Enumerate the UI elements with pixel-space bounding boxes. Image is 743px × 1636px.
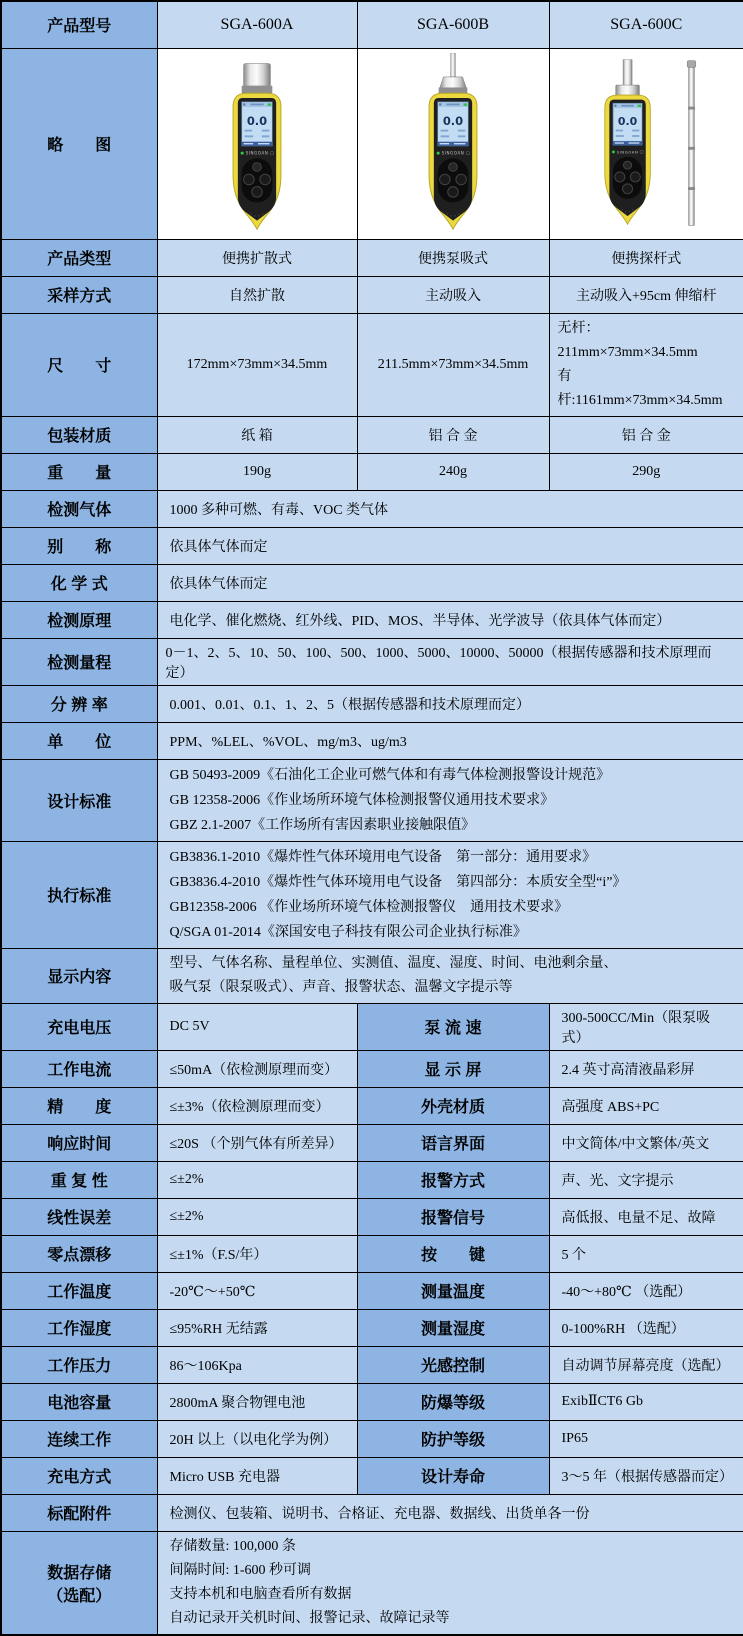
gas-row <box>1 490 743 527</box>
design-standard-line: GBZ 2.1-2007《工作场所有害因素职业接触限值》 <box>169 817 476 833</box>
spec-right-label: 报警方式 <box>357 1161 549 1198</box>
device-screen-value: 0.0 <box>442 113 464 128</box>
exec-standard-line: GB12358-2006 《作业场所环境气体检测报警仪 通用技术要求》 <box>169 899 569 915</box>
spec-left-value: 86～106Kpa <box>157 1346 357 1383</box>
spec-left-label: 充电电压 <box>1 1003 157 1050</box>
row-label-sampling: 采样方式 <box>1 276 157 313</box>
data-storage-row <box>1 1531 743 1635</box>
spec-right-label: 语言界面 <box>357 1124 549 1161</box>
weight-a: 190g <box>157 453 357 490</box>
display-content-line: 吸气泵（限泵吸式）、声音、报警状态、温馨文字提示等 <box>169 979 513 995</box>
row-label-product-model: 产品型号 <box>1 1 157 48</box>
spec-left-value: Micro USB 充电器 <box>157 1457 357 1494</box>
spec-row <box>1 1003 743 1050</box>
exec-standard-line: Q/SGA 01-2014《深国安电子科技有限公司企业执行标准》 <box>169 924 527 940</box>
weight-b: 240g <box>357 453 549 490</box>
product-photo-a <box>157 48 357 239</box>
data-storage-line: 存储数量: 100,000 条 <box>169 1538 296 1554</box>
exec-standard-row <box>1 841 743 948</box>
left-button <box>244 174 255 185</box>
spec-right-value: 高强度 ABS+PC <box>549 1087 743 1124</box>
spec-right-label: 测量温度 <box>357 1272 549 1309</box>
sampling-row <box>1 276 743 313</box>
row-label-alias: 别 称 <box>1 527 157 564</box>
battery-icon <box>464 103 468 105</box>
spec-right-value: ExibⅡCT6 Gb <box>549 1383 743 1420</box>
menu-button <box>253 162 262 171</box>
model-name-b: SGA-600B <box>357 1 549 48</box>
spec-right-value: 中文简体/中文繁体/英文 <box>549 1124 743 1161</box>
exec-standard-line: GB3836.4-2010《爆炸性气体环境用电气设备 第四部分：本质安全型“i”》 <box>169 874 627 890</box>
spec-left-label: 充电方式 <box>1 1457 157 1494</box>
dimensions-c <box>549 313 743 416</box>
inlet-tube <box>623 59 632 86</box>
spec-row <box>1 1124 743 1161</box>
spec-row <box>1 1161 743 1198</box>
spec-left-value: 2800mA 聚合物锂电池 <box>157 1383 357 1420</box>
spec-left-value: ≤20S （个别气体有所差异） <box>157 1124 357 1161</box>
right-button <box>260 174 271 185</box>
spec-left-value: ≤±2% <box>157 1161 357 1198</box>
right-button <box>456 174 467 185</box>
spec-right-value: 自动调节屏幕亮度（选配） <box>549 1346 743 1383</box>
gases-value: 1000 多种可燃、有毒、VOC 类气体 <box>157 490 743 527</box>
spec-right-value: 高低报、电量不足、故障 <box>549 1198 743 1235</box>
menu-button <box>449 162 458 171</box>
pump-probe <box>451 53 456 77</box>
spec-right-value: 2.4 英寸高清液晶彩屏 <box>549 1050 743 1087</box>
display-content-row <box>1 948 743 1003</box>
spec-row <box>1 1272 743 1309</box>
status-led <box>241 151 244 154</box>
row-label-weight: 重 量 <box>1 453 157 490</box>
principle-row <box>1 601 743 638</box>
spec-left-value: ≤50mA（依检测原理而变） <box>157 1050 357 1087</box>
display-content-line: 型号、气体名称、量程单位、实测值、温度、湿度、时间、电池剩余量、 <box>169 955 618 971</box>
spec-left-label: 精 度 <box>1 1087 157 1124</box>
design-standard-row <box>1 759 743 841</box>
row-label-formula: 化 学 式 <box>1 564 157 601</box>
spec-right-label: 显 示 屏 <box>357 1050 549 1087</box>
row-label-data-storage <box>1 1531 157 1635</box>
range-row <box>1 638 743 685</box>
spec-row <box>1 1087 743 1124</box>
product-type-c: 便携探杆式 <box>549 239 743 276</box>
row-label-principle: 检测原理 <box>1 601 157 638</box>
row-label-sketch: 略 图 <box>1 48 157 239</box>
spec-row <box>1 1235 743 1272</box>
device-screen-value: 0.0 <box>246 113 268 128</box>
spec-left-label: 工作温度 <box>1 1272 157 1309</box>
dimensions-b: 211.5mm×73mm×34.5mm <box>357 313 549 416</box>
data-storage-line: 间隔时间: 1-600 秒可调 <box>169 1562 312 1578</box>
battery-icon <box>268 103 272 105</box>
formula-row <box>1 564 743 601</box>
spec-right-label: 报警信号 <box>357 1198 549 1235</box>
data-storage-value <box>157 1531 743 1635</box>
spec-right-value: 声、光、文字提示 <box>549 1161 743 1198</box>
data-storage-line: 支持本机和电脑查看所有数据 <box>169 1586 352 1602</box>
spec-right-value: 300-500CC/Min（限泵吸式） <box>549 1003 743 1050</box>
row-label-dimensions: 尺 寸 <box>1 313 157 416</box>
spec-left-label: 连续工作 <box>1 1420 157 1457</box>
product-photo-c <box>549 48 743 239</box>
spec-row <box>1 1050 743 1087</box>
resolution-row <box>1 685 743 722</box>
spec-left-label: 零点漂移 <box>1 1235 157 1272</box>
spec-right-label: 设计寿命 <box>357 1457 549 1494</box>
dimensions-c-no-rod: 无杆：211mm×73mm×34.5mm <box>557 320 698 360</box>
spec-left-value: DC 5V <box>157 1003 357 1050</box>
dimensions-c-with-rod: 有杆:1161mm×73mm×34.5mm <box>557 368 723 408</box>
menu-button <box>624 161 632 169</box>
principle-value: 电化学、催化燃烧、红外线、PID、MOS、半导体、光学波导（依具体气体而定） <box>157 601 743 638</box>
alias-value: 依具体气体而定 <box>157 527 743 564</box>
row-label-range: 检测量程 <box>1 638 157 685</box>
packaging-c: 铝 合 金 <box>549 416 743 453</box>
sensor-cap <box>244 63 271 86</box>
resolution-value: 0.001、0.01、0.1、1、2、5（根据传感器和技术原理而定） <box>157 685 743 722</box>
spec-right-label: 泵 流 速 <box>357 1003 549 1050</box>
spec-right-value: IP65 <box>549 1420 743 1457</box>
packaging-a: 纸 箱 <box>157 416 357 453</box>
spec-right-label: 防护等级 <box>357 1420 549 1457</box>
spec-right-label: 测量湿度 <box>357 1309 549 1346</box>
right-button <box>631 171 641 181</box>
spec-right-label: 防爆等级 <box>357 1383 549 1420</box>
data-storage-label-line1: 数据存储 <box>47 1564 112 1582</box>
model-name-a: SGA-600A <box>157 1 357 48</box>
spec-left-label: 工作电流 <box>1 1050 157 1087</box>
enter-button <box>448 186 459 197</box>
sampling-c: 主动吸入+95cm 伸缩杆 <box>549 276 743 313</box>
accessories-value: 检测仪、包装箱、说明书、合格证、充电器、数据线、出货单各一份 <box>157 1494 743 1531</box>
unit-row <box>1 722 743 759</box>
spec-left-label: 工作压力 <box>1 1346 157 1383</box>
dimensions-row <box>1 313 743 416</box>
accessories-row <box>1 1494 743 1531</box>
product-type-a: 便携扩散式 <box>157 239 357 276</box>
formula-value: 依具体气体而定 <box>157 564 743 601</box>
status-led <box>612 150 615 153</box>
product-photo-b <box>357 48 549 239</box>
spec-right-value: 5 个 <box>549 1235 743 1272</box>
spec-left-value: ≤±3%（依检测原理而变） <box>157 1087 357 1124</box>
spec-right-value: -40～+80℃ （选配） <box>549 1272 743 1309</box>
spec-left-label: 线性误差 <box>1 1198 157 1235</box>
design-standard-line: GB 50493-2009《石油化工企业可燃气体和有毒气体检测报警设计规范》 <box>169 767 611 783</box>
display-content-value <box>157 948 743 1003</box>
spec-left-label: 重 复 性 <box>1 1161 157 1198</box>
product-type-row <box>1 239 743 276</box>
left-button <box>440 174 451 185</box>
spec-left-label: 工作湿度 <box>1 1309 157 1346</box>
exec-standard-line: GB3836.1-2010《爆炸性气体环境用电气设备 第一部分：通用要求》 <box>169 849 597 865</box>
data-storage-line: 自动记录开关机时间、报警记录、故障记录等 <box>169 1610 450 1626</box>
row-label-exec-standard: 执行标准 <box>1 841 157 948</box>
spec-row <box>1 1309 743 1346</box>
row-label-gases: 检测气体 <box>1 490 157 527</box>
design-standard-value <box>157 759 743 841</box>
spec-right-value: 3～5 年（根据传感器而定） <box>549 1457 743 1494</box>
spec-right-label: 按 键 <box>357 1235 549 1272</box>
brand-text: SINGOAN <box>245 150 269 156</box>
spec-left-label: 电池容量 <box>1 1383 157 1420</box>
spec-left-value: -20℃～+50℃ <box>157 1272 357 1309</box>
spec-row <box>1 1198 743 1235</box>
left-button <box>615 171 625 181</box>
spec-left-value: 20H 以上（以电化学为例） <box>157 1420 357 1457</box>
row-label-display-content: 显示内容 <box>1 948 157 1003</box>
battery-icon <box>638 104 641 106</box>
sampling-b: 主动吸入 <box>357 276 549 313</box>
model-header-row <box>1 1 743 48</box>
range-value: 0－1、2、5、10、50、100、500、1000、5000、10000、50000（根据传感器和技术原理而定） <box>157 638 743 685</box>
row-label-resolution: 分 辨 率 <box>1 685 157 722</box>
spec-row <box>1 1346 743 1383</box>
telescopic-rod <box>687 60 696 225</box>
product-type-b: 便携泵吸式 <box>357 239 549 276</box>
row-label-product-type: 产品类型 <box>1 239 157 276</box>
spec-row <box>1 1457 743 1494</box>
data-storage-label-line2: （选配） <box>47 1587 112 1605</box>
alias-row <box>1 527 743 564</box>
exec-standard-value <box>157 841 743 948</box>
row-label-packaging: 包装材质 <box>1 416 157 453</box>
spec-left-value: ≤±2% <box>157 1198 357 1235</box>
brand-text: SINGOAN <box>617 148 639 154</box>
weight-c: 290g <box>549 453 743 490</box>
dimensions-a: 172mm×73mm×34.5mm <box>157 313 357 416</box>
design-standard-line: GB 12358-2006《作业场所环境气体检测报警仪通用技术要求》 <box>169 792 555 808</box>
row-label-unit: 单 位 <box>1 722 157 759</box>
packaging-row <box>1 416 743 453</box>
model-name-c: SGA-600C <box>549 1 743 48</box>
enter-button <box>252 186 263 197</box>
spec-row <box>1 1383 743 1420</box>
packaging-b: 铝 合 金 <box>357 416 549 453</box>
spec-right-label: 外壳材质 <box>357 1087 549 1124</box>
spec-left-label: 响应时间 <box>1 1124 157 1161</box>
spec-right-value: 0-100%RH （选配） <box>549 1309 743 1346</box>
status-led <box>437 151 440 154</box>
sketch-row <box>1 48 743 239</box>
enter-button <box>623 183 633 193</box>
spec-right-label: 光感控制 <box>357 1346 549 1383</box>
sampling-a: 自然扩散 <box>157 276 357 313</box>
row-label-accessories: 标配附件 <box>1 1494 157 1531</box>
unit-value: PPM、%LEL、%VOL、mg/m3、ug/m3 <box>157 722 743 759</box>
spec-row <box>1 1420 743 1457</box>
spec-left-value: ≤95%RH 无结露 <box>157 1309 357 1346</box>
brand-text: SINGOAN <box>441 150 465 156</box>
spec-left-value: ≤±1%（F.S/年） <box>157 1235 357 1272</box>
row-label-design-standard: 设计标准 <box>1 759 157 841</box>
weight-row <box>1 453 743 490</box>
device-screen-value: 0.0 <box>618 114 638 128</box>
